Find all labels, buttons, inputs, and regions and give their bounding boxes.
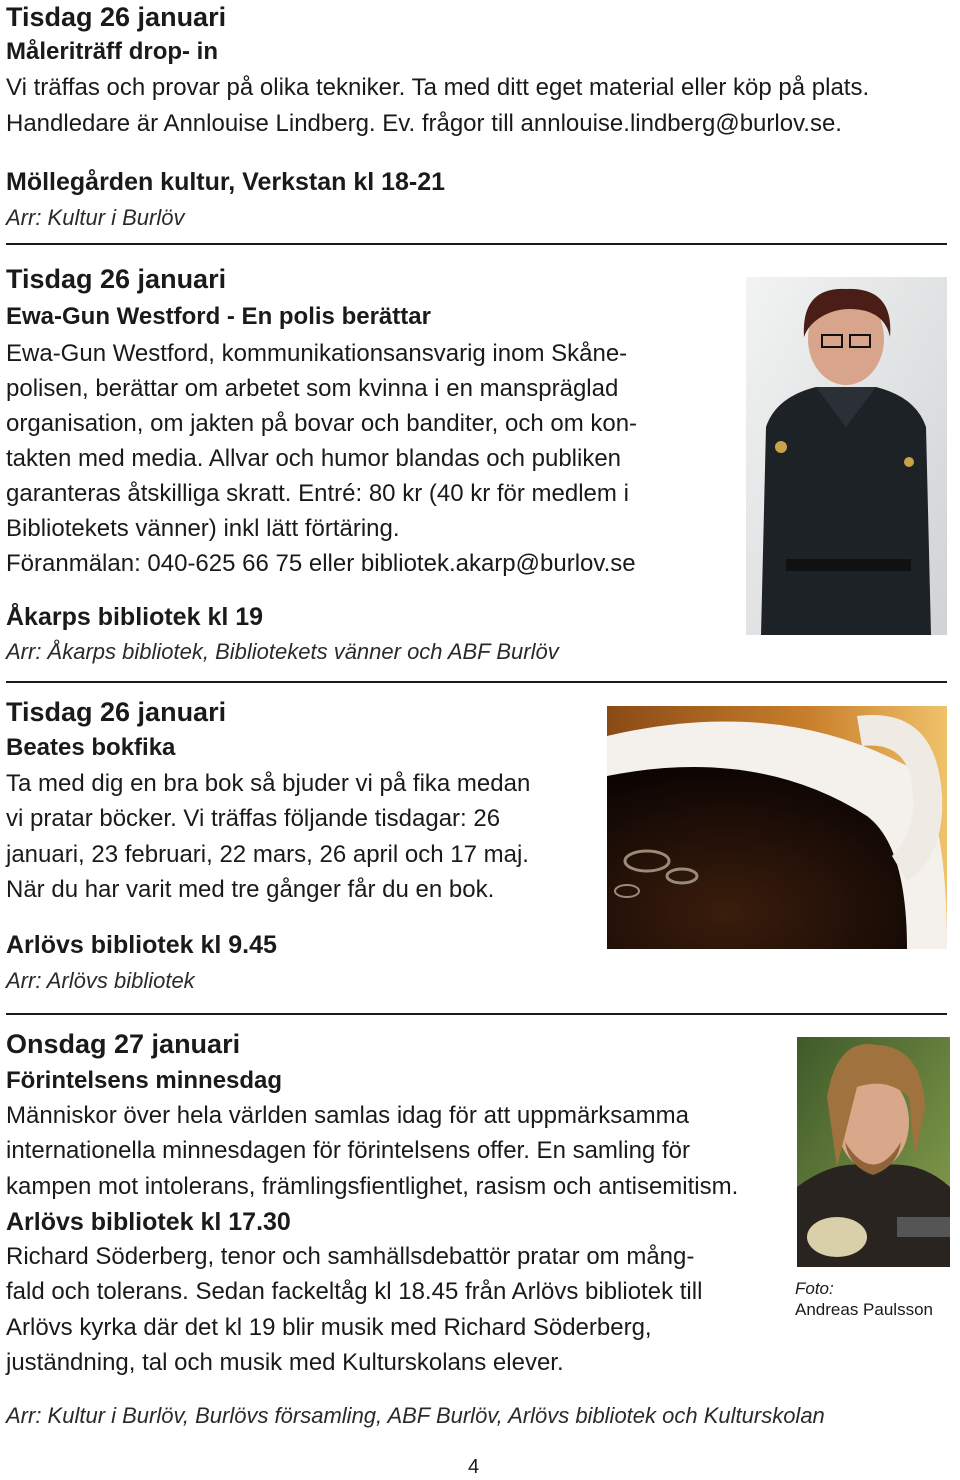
divider bbox=[6, 243, 947, 245]
event-2-title: Ewa-Gun Westford - En polis berättar bbox=[6, 303, 431, 330]
photo-caption bbox=[795, 1278, 933, 1321]
event-2-venue: Åkarps bibliotek kl 19 bbox=[6, 603, 264, 631]
photo-caption-label: Foto: bbox=[795, 1279, 834, 1298]
divider bbox=[6, 1013, 947, 1015]
police-officer-photo bbox=[746, 277, 947, 635]
photo-caption-credit: Andreas Paulsson bbox=[795, 1300, 933, 1320]
page-number: 4 bbox=[468, 1456, 480, 1478]
event-3-venue: Arlövs bibliotek kl 9.45 bbox=[6, 931, 277, 959]
event-4-arranger: Arr: Kultur i Burlöv, Burlövs församling, ABF Burlöv, Arlövs bibliotek och Kulturskolan bbox=[6, 1403, 825, 1428]
event-4-venue: Arlövs bibliotek kl 17.30 bbox=[6, 1208, 291, 1236]
event-4-body-line: juständning, tal och musik med Kulturskolans elever. bbox=[6, 1349, 564, 1376]
event-4-body-line: kampen mot intolerans, främlingsfientlighet, rasism och antisemitism. bbox=[6, 1173, 739, 1200]
event-4-body-line: internationella minnesdagen för förintelsens offer. En samling för bbox=[6, 1137, 690, 1164]
event-4-title: Förintelsens minnesdag bbox=[6, 1067, 283, 1094]
event-4-body-line: Arlövs kyrka där det kl 19 blir musik med Richard Söderberg, bbox=[6, 1314, 652, 1341]
event-1-body-line: Handledare är Annlouise Lindberg. Ev. frågor till annlouise.lindberg@burlov.se. bbox=[6, 110, 842, 137]
event-3-body-line: vi pratar böcker. Vi träffas följande tisdagar: 26 bbox=[6, 805, 501, 832]
event-2-body-line: garanteras åtskilliga skratt. Entré: 80 kr (40 kr för medlem i bbox=[6, 480, 629, 507]
event-1-date: Tisdag 26 januari bbox=[6, 2, 227, 32]
event-1-title: Måleriträff drop- in bbox=[6, 38, 219, 65]
event-2-body-line: organisation, om jakten på bovar och banditer, och om kon- bbox=[6, 410, 638, 437]
event-3-body-line: När du har varit med tre gånger får du en bok. bbox=[6, 876, 495, 903]
event-2-date: Tisdag 26 januari bbox=[6, 264, 227, 294]
event-2-body-line: Bibliotekets vänner) inkl lätt förtäring. bbox=[6, 515, 400, 542]
portrait-photo bbox=[797, 1037, 950, 1267]
event-4-body-line: Människor över hela världen samlas idag för att uppmärksamma bbox=[6, 1102, 689, 1129]
event-2-body-line: takten med media. Allvar och humor blandas och publiken bbox=[6, 445, 622, 472]
event-3-arranger: Arr: Arlövs bibliotek bbox=[6, 968, 195, 993]
event-1-arranger: Arr: Kultur i Burlöv bbox=[6, 205, 185, 230]
event-1-body-line: Vi träffas och provar på olika tekniker. Ta med ditt eget material eller köp på plats. bbox=[6, 74, 870, 101]
event-2-body-line: Föranmälan: 040-625 66 75 eller bibliotek.akarp@burlov.se bbox=[6, 550, 636, 577]
event-4-body-line: fald och tolerans. Sedan fackeltåg kl 18.45 från Arlövs bibliotek till bbox=[6, 1278, 703, 1305]
event-3-title: Beates bokfika bbox=[6, 734, 176, 761]
divider bbox=[6, 681, 947, 683]
event-4-body-line: Richard Söderberg, tenor och samhällsdebattör pratar om mång- bbox=[6, 1243, 695, 1270]
event-4-date: Onsdag 27 januari bbox=[6, 1029, 241, 1059]
event-3-date: Tisdag 26 januari bbox=[6, 697, 227, 727]
event-1-venue: Möllegården kultur, Verkstan kl 18-21 bbox=[6, 168, 446, 196]
event-2-body-line: Ewa-Gun Westford, kommunikationsansvarig inom Skåne- bbox=[6, 340, 628, 367]
event-3-body-line: januari, 23 februari, 22 mars, 26 april och 17 maj. bbox=[6, 841, 529, 868]
event-3-body-line: Ta med dig en bra bok så bjuder vi på fika medan bbox=[6, 770, 531, 797]
event-2-body-line: polisen, berättar om arbetet som kvinna i en manspräglad bbox=[6, 375, 619, 402]
coffee-cup-photo bbox=[607, 706, 947, 949]
event-2-arranger: Arr: Åkarps bibliotek, Bibliotekets vänner och ABF Burlöv bbox=[6, 639, 559, 664]
